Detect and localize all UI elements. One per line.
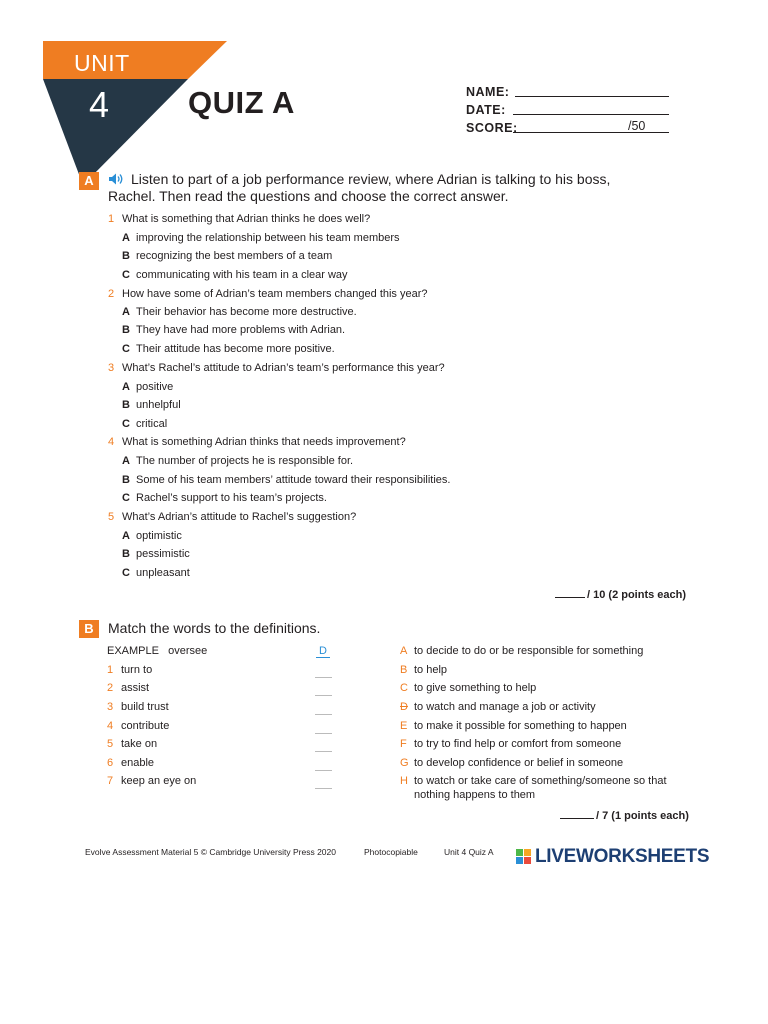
- option-text: recognizing the best members of a team: [136, 250, 333, 262]
- word-text: build trust: [121, 701, 169, 713]
- match-word-2: [107, 682, 149, 694]
- score-text: / 10 (2 points each): [587, 589, 687, 601]
- section-b-badge: B: [79, 620, 99, 638]
- option-4a[interactable]: [122, 455, 353, 467]
- question-number: 3: [108, 362, 115, 374]
- option-letter: A: [122, 381, 130, 393]
- option-text: The number of projects he is responsible for.: [136, 455, 354, 467]
- score-blank[interactable]: [560, 818, 594, 819]
- option-letter: B: [122, 548, 130, 560]
- option-letter: A: [122, 232, 130, 244]
- question-text: What’s Rachel’s attitude to Adrian’s team’s performance this year?: [122, 362, 445, 374]
- unit-number: 4: [89, 84, 110, 125]
- definition-text: nothing happens to them: [414, 789, 536, 801]
- word-text: contribute: [121, 720, 170, 732]
- answer-input-2[interactable]: [315, 695, 332, 696]
- logo-mark-icon: [516, 849, 532, 865]
- answer-input-3[interactable]: [315, 714, 332, 715]
- definition-h: [400, 775, 667, 787]
- option-2b[interactable]: [122, 324, 345, 336]
- word-number: 6: [107, 757, 114, 769]
- option-letter: A: [122, 455, 130, 467]
- answer-input-7[interactable]: [315, 788, 332, 789]
- option-2a[interactable]: [122, 306, 357, 318]
- date-label: DATE:: [466, 103, 506, 117]
- option-5a[interactable]: [122, 530, 182, 542]
- definition-g: [400, 757, 623, 769]
- definition-a: [400, 645, 643, 657]
- score-label: SCORE:: [466, 121, 518, 135]
- definition-h-continued: [400, 789, 535, 801]
- option-3c[interactable]: [122, 418, 167, 430]
- definition-b: [400, 664, 447, 676]
- option-letter: B: [122, 324, 130, 336]
- definition-letter: B: [400, 664, 408, 676]
- word-text: keep an eye on: [121, 775, 197, 787]
- question-1: [108, 213, 370, 225]
- option-text: unhelpful: [136, 399, 181, 411]
- footer-unit-quiz: Unit 4 Quiz A: [444, 847, 494, 857]
- score-total: /50: [628, 119, 646, 133]
- question-number: 1: [108, 213, 115, 225]
- definition-c: [400, 682, 536, 694]
- option-letter: B: [122, 399, 130, 411]
- question-text: What is something Adrian thinks that needs improvement?: [122, 436, 406, 448]
- option-text: positive: [136, 381, 174, 393]
- logo-text: LIVEWORKSHEETS: [535, 846, 710, 867]
- option-text: improving the relationship between his team members: [136, 232, 400, 244]
- option-text: Some of his team members’ attitude toward their responsibilities.: [136, 474, 451, 486]
- example-answer: D: [316, 645, 330, 658]
- question-4: [108, 436, 406, 448]
- option-4c[interactable]: [122, 492, 327, 504]
- definition-letter: H: [400, 775, 408, 787]
- score-blank[interactable]: [555, 597, 585, 598]
- section-a-score: [555, 589, 686, 601]
- definition-text: to develop confidence or belief in someone: [414, 757, 624, 769]
- option-4b[interactable]: [122, 474, 450, 486]
- word-text: turn to: [121, 664, 153, 676]
- definition-text: to try to find help or comfort from someone: [414, 738, 622, 750]
- footer-photocopiable: Photocopiable: [364, 847, 418, 857]
- word-number: 5: [107, 738, 114, 750]
- example-row: [107, 645, 207, 657]
- footer-copyright: Evolve Assessment Material 5 © Cambridge University Press 2020: [85, 847, 336, 857]
- option-3b[interactable]: [122, 399, 181, 411]
- definition-letter: E: [400, 720, 408, 732]
- definition-f: [400, 738, 621, 750]
- option-text: pessimistic: [136, 548, 190, 560]
- definition-letter: F: [400, 738, 407, 750]
- question-text: What is something that Adrian thinks he does well?: [122, 213, 371, 225]
- definition-text: to help: [414, 664, 448, 676]
- option-letter: C: [122, 269, 130, 281]
- option-text: critical: [136, 418, 168, 430]
- option-text: unpleasant: [136, 567, 190, 579]
- liveworksheets-logo[interactable]: [516, 846, 709, 868]
- definition-e: [400, 720, 627, 732]
- word-text: enable: [121, 757, 155, 769]
- definition-letter: G: [400, 757, 409, 769]
- section-a-instruction-2: Rachel. Then read the questions and choose the correct answer.: [108, 188, 509, 204]
- option-5c[interactable]: [122, 567, 190, 579]
- option-1a[interactable]: [122, 232, 400, 244]
- definition-text: to watch or take care of something/someone so that: [414, 775, 667, 787]
- option-text: Their behavior has become more destructive.: [136, 306, 357, 318]
- definition-text: to watch and manage a job or activity: [414, 701, 596, 713]
- question-number: 4: [108, 436, 115, 448]
- match-word-7: [107, 775, 196, 787]
- option-letter: C: [122, 492, 130, 504]
- definition-letter: D: [400, 701, 408, 713]
- match-word-1: [107, 664, 152, 676]
- option-letter: C: [122, 567, 130, 579]
- match-word-5: [107, 738, 157, 750]
- name-label: NAME:: [466, 85, 510, 99]
- option-5b[interactable]: [122, 548, 190, 560]
- section-a-instruction-1: Listen to part of a job performance review, where Adrian is talking to his boss,: [131, 171, 611, 187]
- match-word-3: [107, 701, 169, 713]
- option-3a[interactable]: [122, 381, 173, 393]
- score-field[interactable]: [513, 132, 669, 133]
- definition-text: to decide to do or be responsible for something: [414, 645, 644, 657]
- option-1c[interactable]: [122, 269, 348, 281]
- question-text: How have some of Adrian’s team members changed this year?: [122, 288, 428, 300]
- score-text: / 7 (1 points each): [596, 810, 689, 822]
- option-text: Rachel’s support to his team’s projects.: [136, 492, 327, 504]
- option-1b[interactable]: [122, 250, 332, 262]
- option-letter: C: [122, 343, 130, 355]
- definition-letter: A: [400, 645, 408, 657]
- word-number: 3: [107, 701, 114, 713]
- option-letter: A: [122, 530, 130, 542]
- example-word: oversee: [168, 645, 208, 657]
- match-word-6: [107, 757, 154, 769]
- word-number: 1: [107, 664, 114, 676]
- definition-letter: C: [400, 682, 408, 694]
- word-number: 2: [107, 682, 114, 694]
- question-text: What’s Adrian’s attitude to Rachel’s suggestion?: [122, 511, 357, 523]
- answer-input-4[interactable]: [315, 733, 332, 734]
- answer-input-5[interactable]: [315, 751, 332, 752]
- section-b-score: [560, 810, 689, 822]
- question-5: [108, 511, 356, 523]
- word-text: take on: [121, 738, 158, 750]
- section-a-badge: A: [79, 172, 99, 190]
- answer-input-1[interactable]: [315, 677, 332, 678]
- option-text: Their attitude has become more positive.: [136, 343, 335, 355]
- question-number: 5: [108, 511, 115, 523]
- word-text: assist: [121, 682, 150, 694]
- option-letter: B: [122, 474, 130, 486]
- option-text: They have had more problems with Adrian.: [136, 324, 346, 336]
- example-label: EXAMPLE: [107, 645, 159, 657]
- option-text: optimistic: [136, 530, 182, 542]
- word-number: 7: [107, 775, 114, 787]
- option-letter: A: [122, 306, 130, 318]
- option-letter: C: [122, 418, 130, 430]
- unit-label: UNIT: [74, 50, 130, 76]
- question-3: [108, 362, 445, 374]
- match-word-4: [107, 720, 169, 732]
- option-text: communicating with his team in a clear way: [136, 269, 348, 281]
- definition-d: [400, 701, 596, 713]
- name-field[interactable]: [515, 96, 669, 97]
- question-2: [108, 288, 428, 300]
- quiz-title: QUIZ A: [188, 85, 295, 120]
- option-letter: B: [122, 250, 130, 262]
- question-number: 2: [108, 288, 115, 300]
- definition-text: to give something to help: [414, 682, 537, 694]
- definition-text: to make it possible for something to happen: [414, 720, 627, 732]
- section-b-instruction: Match the words to the definitions.: [108, 620, 321, 636]
- answer-input-6[interactable]: [315, 770, 332, 771]
- word-number: 4: [107, 720, 114, 732]
- option-2c[interactable]: [122, 343, 335, 355]
- date-field[interactable]: [513, 114, 669, 115]
